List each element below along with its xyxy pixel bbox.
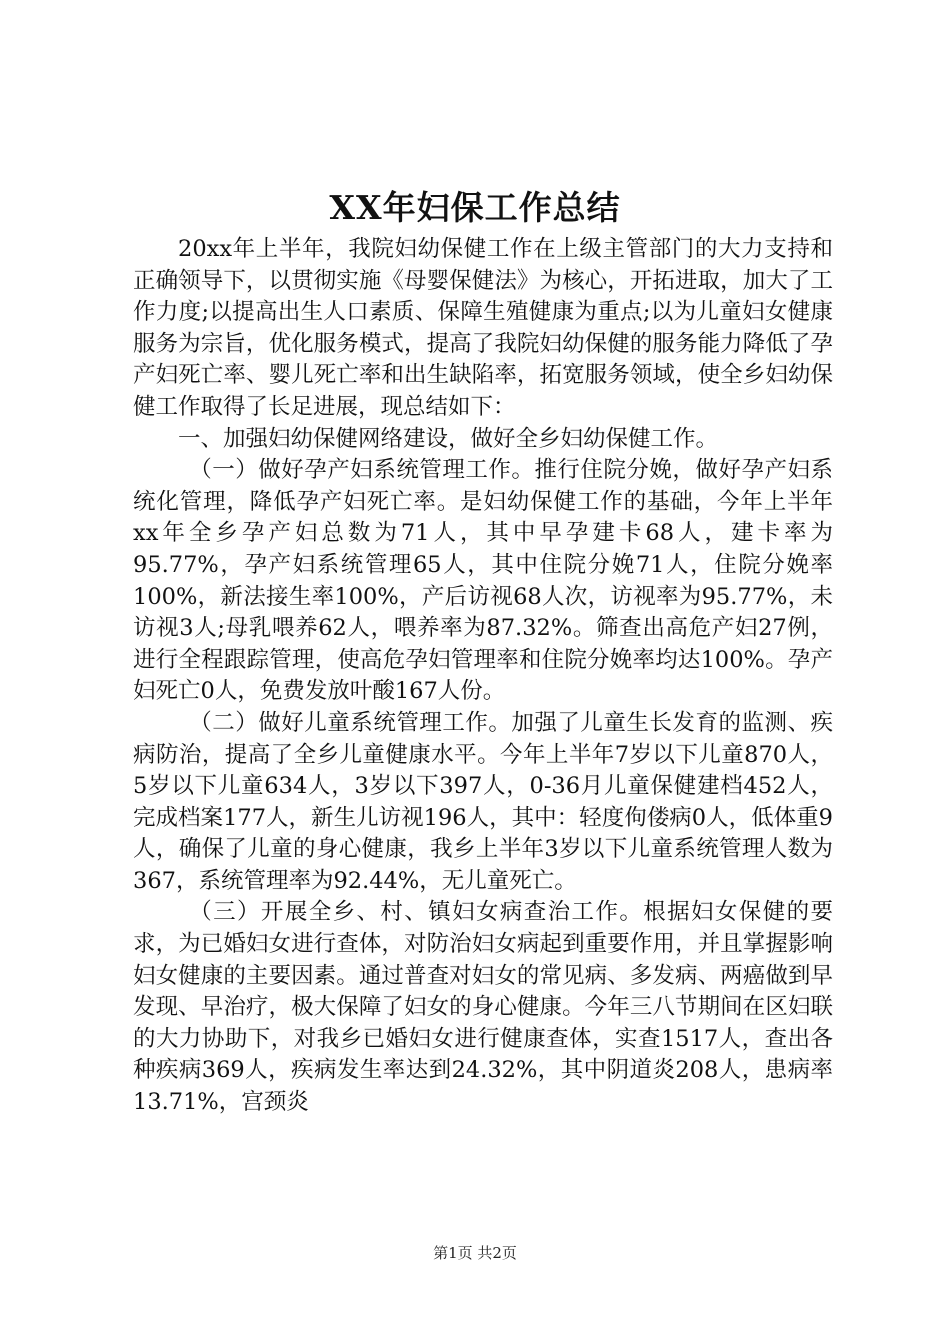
document-body xyxy=(133,234,833,1119)
document-title: XX年妇保工作总结 xyxy=(329,188,621,227)
paragraph-women-disease-screening: （三）开展全乡、村、镇妇女病查治工作。根据妇女保健的要求，为已婚妇女进行查体，对防治妇女病起到重要作用，并且掌握影响妇女健康的主要因素。通过普查对妇女的常见病、多发病、两癌做到早发现、早治疗，极大保障了妇女的身心健康。今年三八节期间在区妇联的大力协助下，对我乡已婚妇女进行健康查体，实查1517人，查出各种疾病369人，疾病发生率达到24.32%，其中阴道炎208人，患病率13.71%，宫颈炎 xyxy=(133,899,833,1116)
section-heading-1: 一、加强妇幼保健网络建设，做好全乡妇幼保健工作。 xyxy=(178,425,719,452)
paragraph-maternal-management: （一）做好孕产妇系统管理工作。推行住院分娩，做好孕产妇系统化管理，降低孕产妇死亡率。是妇幼保健工作的基础，今年上半年xx年全乡孕产妇总数为71人，其中早孕建卡68人，建卡率为95.77%，孕产妇系统管理65人，其中住院分娩71人，住院分娩率100%，新法接生率100%，产后访视68人次，访视率为95.77%，未访视3人;母乳喂养62人，喂养率为87.32%。筛查出高危产妇27例，进行全程跟踪管理，使高危孕妇管理率和住院分娩率均达100%。孕产妇死亡0人，免费发放叶酸167人份。 xyxy=(133,457,833,705)
paragraph-child-management: （二）做好儿童系统管理工作。加强了儿童生长发育的监测、疾病防治，提高了全乡儿童健康水平。今年上半年7岁以下儿童870人，5岁以下儿童634人，3岁以下397人，0-36月儿童保健建档452人，完成档案177人，新生儿访视196人，其中：轻度佝偻病0人，低体重9人，确保了儿童的身心健康，我乡上半年3岁以下儿童系统管理人数为367，系统管理率为92.44%，无儿童死亡。 xyxy=(133,709,833,894)
page-footer: 第1页 共2页 xyxy=(433,1244,517,1262)
paragraph-intro: 20xx年上半年，我院妇幼保健工作在上级主管部门的大力支持和正确领导下，以贯彻实施《母婴保健法》为核心，开拓进取，加大了工作力度;以提高出生人口素质、保障生殖健康为重点;以为儿童妇女健康服务为宗旨，优化服务模式，提高了我院妇幼保健的服务能力降低了孕产妇死亡率、婴儿死亡率和出生缺陷率，拓宽服务领域，使全乡妇幼保健工作取得了长足进展，现总结如下： xyxy=(133,236,833,420)
